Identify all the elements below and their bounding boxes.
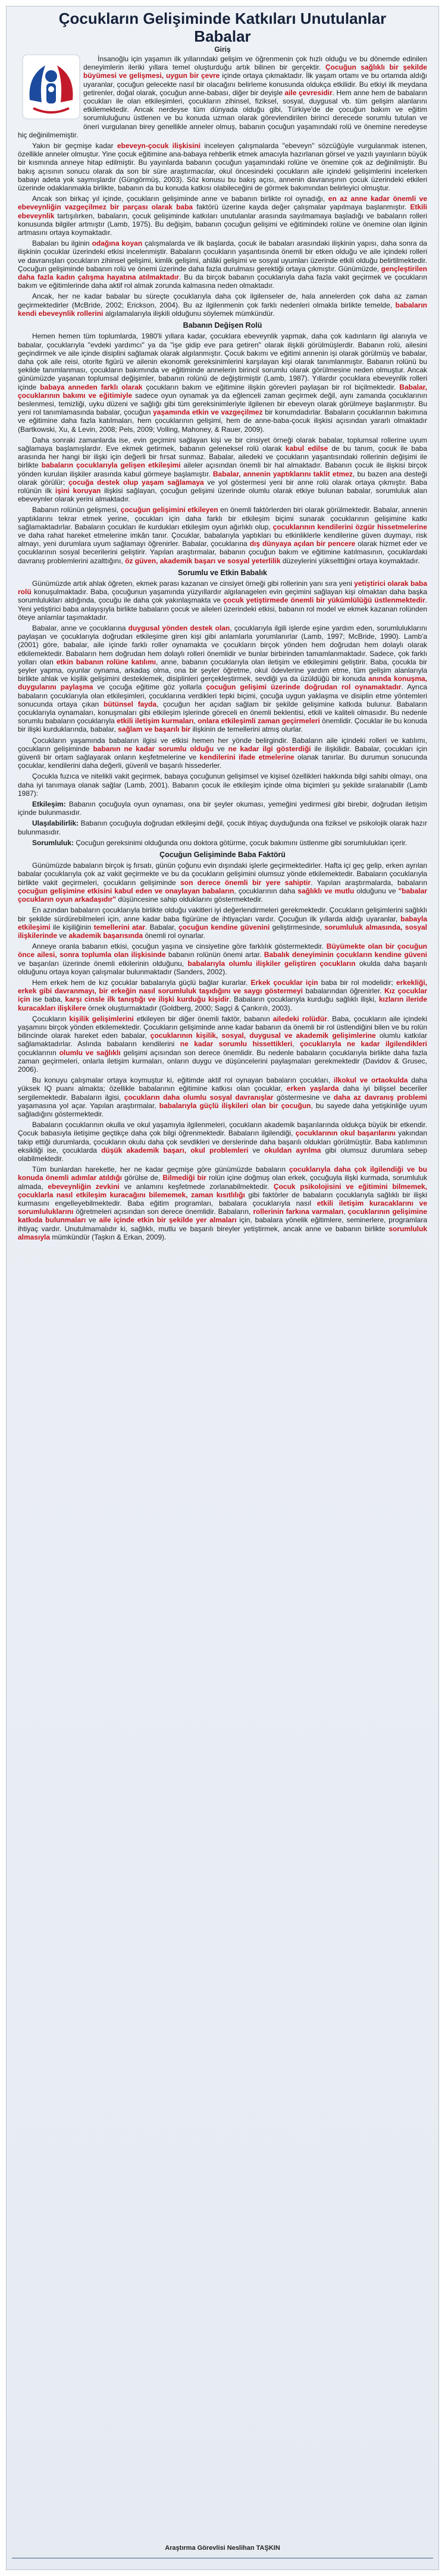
body-paragraph [18, 292, 427, 318]
text-run: okulda daha başarılı olduğunu ortaya koyan çalışmalar bulunmaktadır (Sanders, 2002). [18, 959, 427, 976]
text-run: çalışmalarda ve ilk başlarda, çocuk ile babaları arasındaki ilişkinin yapısı, daha sonra da ilişkinin çocuklar üzerindeki etkisi incelenmiştir. Babaların çocukların yaşantısında önemli bir etken olduğu ve aile içindeki rolleri ve davranışları çocukların zihinsel gelişimi, kimlik gelişimi, ahlâki gelişimi ve sosyal uyumları üzerinde etkili olduğu belirtilmektedir. Çocuğun gelişiminde babanın rolü ve önemi üzerinde daha fazla durulması gerektiği ortaya çıkmıştır. Günümüzde, [18, 239, 427, 273]
text-run: Anneye oranla babanın etkisi, çocuğun yaşına ve cinsiyetine göre farklılık göstermektedir. [32, 942, 327, 951]
text-run: Ancak son birkaç yıl içinde, çocukların gelişiminde anne ve babanın birlikte rol oynadığı, [32, 194, 328, 203]
highlighted-text: babalarıyla güçlü ilişkileri olan bir çocuğun [159, 1101, 311, 1110]
term-label: Ulaşılabilirlik: [32, 819, 79, 828]
text-run: , bu bazen ana desteği olarak görülür; [18, 469, 427, 487]
text-run: konuşulmaktadır. Baba, çocuğunun yaşamında yüzyıllardır algılanagelen evin geçimini sağlayan kişi olmaktan daha başka sorumlulukları aldığında, çocuğu ile daha çok yakınlaşmakta ve [18, 588, 427, 605]
text-run: görülse de, [122, 1174, 163, 1182]
text-run: . Yeni yetiştirici baba anlayışıyla birlikte babaların çocuk ve aileleri üzerindeki etkisi, babanın rol model ve ekmek kazanan rolünden öteye anlamlar taşımaktadır. [18, 596, 427, 622]
text-run: ilişkinin de temellerini atmış olurlar. [190, 725, 303, 734]
text-run: en önemli faktörlerden biri olarak görülmektedir. Babalar, annenin yaptıklarını tekrar etmek yerine, çocukları için daha farklı bir etkileşim biçimi sunarak çocuklarının gelişimine katkı sağlamaktadırlar. Babaların çocukları ile kurdukları etkileşim oyun ağırlıklı olup, [18, 506, 427, 531]
text-run: daha yüksek IQ puanı almakta; özellikle babalarının eğitimine katkısı olan çocuklar, [18, 1076, 427, 1093]
highlighted-text: bütünsel fayda [103, 699, 157, 708]
text-run: Çocuğun gereksinimi olduğunda onu doktora götürme, çocuk bakımını üstlenme gibi sorumlulukları içerir. [74, 838, 408, 847]
highlighted-text: Babalar, annenin yaptıklarını taklit etmez [212, 469, 353, 478]
section-heading: Sorumlu ve Etkin Babalık [177, 568, 268, 577]
text-run: ise baba, [30, 995, 65, 1004]
highlighted-text: çocuklarıyla ne kadar ilgilendikleri [300, 1040, 428, 1049]
highlighted-text: ne kadar sorumlu hissettikleri [180, 1040, 293, 1049]
highlighted-text: işini koruyan [55, 486, 101, 495]
text-run: Babanın çocuğuyla oyun oynaması, ona bir şeyler okuması, yemeğini yedirmesi gibi birebir, doğrudan iletişim içinde bulunmasıdır. [18, 800, 427, 817]
text-run: Tüm bunlardan hareketle, her ne kadar geçmişe göre günümüzde babaların [32, 1165, 290, 1174]
text-run: , [292, 1040, 300, 1049]
highlighted-text: duygusal yönden destek olan [128, 624, 230, 632]
highlighted-text: çocuklarının okul başarılarını [295, 1129, 396, 1138]
body-paragraph [18, 978, 427, 1012]
text-run: baba bir rol modelidir; [318, 978, 396, 987]
highlighted-text: babaların kendi ebeveynlik rollerini [18, 300, 427, 318]
text-run: algılamalarıyla ilişkili olduğunu söylemek mümkündür. [103, 309, 275, 318]
text-run: Yakın bir geçmişe kadar [32, 142, 117, 150]
text-run: Babaları bu ilginin [32, 239, 92, 248]
highlighted-text: etkili iletişim kuracaklarını ve sorumluluklarını [18, 1199, 427, 1216]
text-run: örnek oluşturmaktadır (Goldberg, 2000; Sagçi & Çankırılı, 2003). [86, 1003, 292, 1012]
text-run: içinde ortaya çıkmaktadır. İlk yaşam ortamı ve bu ortamda aldığı uyaranlar, çocuğun gelecekte nasıl bir olacağını belirleme konusunda oldukça etkilidir. Bu etkiyi ilk meydana getirenler, doğal olarak, çocuğun anne-babası, diğer bir deyişle [83, 71, 427, 97]
text-run: , bu sayede daha yetişkinliğe uyum sağladığını göstermektedir. [18, 1101, 427, 1118]
text-run: . Yapılan araştırmalarda, babaların [311, 878, 427, 887]
highlighted-text: ailedeki rolüdür [272, 1014, 327, 1023]
highlighted-text: aile çevresidir [284, 88, 333, 97]
text-run: sadece oyun oynamak ya da eğlenceli zaman geçirmek değil, aynı zamanda çocuklarının beslenmesi, temizliği, uyku düzeni ve sağlığı gibi tüm gereksinimleriyle ilgilenen bir ebeveyn olarak görülmeye başlanmıştır. Bu yeni rol tanımlamasında babalar, çocuğun [18, 391, 428, 417]
highlighted-text: babanın ne kadar sorumlu olduğu [93, 744, 214, 753]
highlighted-text: "babalar çocukların oyun arkadaşıdır" [18, 886, 427, 904]
body-paragraph [18, 1015, 427, 1074]
highlighted-text: gençleştirilen daha fazla kadın çalışma hayatına atılmaktadır [18, 264, 427, 282]
body-paragraph [18, 579, 427, 622]
text-run: gelişimi açısından son derece önemlidir. Bu nedenle babaların çocuklarıyla birlikte daha fazla zaman geçirmeleri, onlarla iletişim kurmaları, onların duygu ve düşüncelerini paylaşmaları gerekmektedir (Davidov & Grusec, 2006). [18, 1048, 427, 1074]
highlighted-text: ebeveyn-çocuk ilişkisini [117, 142, 201, 150]
text-run: ile kişiliğinin [50, 923, 94, 931]
highlighted-text: anında konuşma, duygularını paylaşma [18, 674, 427, 692]
highlighted-text: ne kadar ilgi gösterdiği [228, 744, 311, 753]
text-run: , [343, 1207, 348, 1216]
body-paragraph [18, 942, 427, 976]
highlighted-text: sağlam ve başarılı bir [118, 725, 191, 734]
highlighted-text: çocuğa destek olup yaşam sağlamaya [68, 478, 204, 487]
highlighted-text: Erkek çocuklar için [250, 978, 318, 987]
highlighted-text: okuldan ayrılma [264, 1146, 321, 1154]
text-run: de bu tanım, çocuk ile baba arasında her hangi bir ilişki için değerli bir fırsat sunmaz. Babalar, ailedeki ve çocukların yaşantısındaki rollerinin değişimi ile birlikte [18, 444, 427, 470]
text-run: Babalar, anne ve çocuklarına [32, 624, 129, 632]
highlighted-text: Babalar, çocuklarının bakımı ve eğitimiyle [18, 382, 427, 400]
body-paragraph [18, 1121, 427, 1163]
highlighted-text: son derece önemli bir yere sahiptir [180, 878, 311, 887]
text-run: yaşamasına yol açar. Yapılan araştırmalar, [18, 1101, 159, 1110]
highlighted-text: sorumluluk almasında, sosyal ilişkilerinde [18, 923, 428, 940]
highlighted-text: yetiştirici olarak baba rolü [18, 579, 427, 597]
text-run: önemli rol oynarlar. [143, 931, 205, 940]
text-run: ve çocuğa eğitime göz yollarla [93, 683, 206, 692]
text-run: Daha sonraki zamanlarda ise, evin geçimini sağlayan kişi ve bir cinsiyet örneği olarak babalar, toplumsal rollerine uyum sağlamaya başlamışlardır. Eve ekmek getirmek, babanın geleneksel rolü olarak [18, 435, 427, 453]
text-run: Çocukların yaşamında babaların ilgisi ve etkisi hemen her yönde belirgindir. Babaların aile içindeki rolleri ve katılımı, çocukların gelişiminde [18, 736, 427, 753]
text-run: , çocuklarının daha [234, 886, 298, 895]
highlighted-text: olumlu ve sağlıklı [59, 1048, 121, 1057]
text-run: En azından babaların çocuklarıyla birlikte olduğu vakitleri iyi değerlendirmeleri gerekmektedir. Çocukların gelişimlerini sağlıklı bir şekilde sürdürebilmeleri için, anne kadar baba figürüne de ihtiyaçları vardır. Çocuğun ilk yıllarda aldığı uyaranlar, [18, 906, 427, 923]
article-body [18, 55, 427, 1244]
highlighted-text: çocuğun gelişimi üzerinde doğrudan rol oynamaktadır [206, 683, 402, 692]
highlighted-text: temellerini atar [93, 923, 146, 931]
text-run: , çocuklarıyla ilgili işlerde eşine yardım eden, sorumluluklarını paylaşan ve çocuklarıyla doğrudan etkileşime giren kişi gibi anlamlarla yorumlanırlar (Lamb, 1997; McBride, 1990). Lamb'a (2001) göre, babalar, aile içinde farklı roller oynamakta ve çocukların birçok yönden hem doğrudan hem dolaylı olarak etkilemektedir. Babaların hem doğrudan hem dolaylı rolleri önemlidir ve bunlar birbirinden tamamlanmaktadır. Sadece, çok farklı yolları olan [18, 624, 427, 666]
highlighted-text: erkekliği, erkek gibi davranmayı, bir erkeğin nasıl sorumluluk taşıdığını ve saygı göstermeyi [18, 978, 427, 996]
highlighted-text: en az anne kadar önemli ve ebeveynliğin vazgeçilmez bir parçası olarak baba [18, 194, 427, 212]
highlighted-text: Çocuk psikolojisini ve eğitimini bilmemek, çocuklarla nasıl etkileşim kuracağını bilememek, zaman kısıtlılığı [18, 1182, 428, 1199]
text-run: daha iyi bilişsel beceriler sergilemektedir. Babaların ilgisi, [18, 1084, 428, 1102]
text-run: . Ayrıca babaların çocuklarıyla olan etkileşimleri, çocuklarına verdikleri tepki biçimi, çocuğa uygun yaklaşma ve disiplin etme yöntemleri sonucunda ortaya çıkan [18, 683, 427, 708]
highlighted-text: Bilmediği bir [162, 1174, 206, 1182]
highlighted-text: sağlıklı ve mutlu [297, 886, 355, 895]
text-run: ve [214, 744, 228, 753]
highlighted-text: öz güven, akademik başarı ve sosyal yeterlilik [125, 556, 281, 565]
text-run: Çocukla fuzıca ve nitelikli vakit geçirmek, babaya çocuğunun gelişimsel ve kişisel özellikleri hakkında bilgi sahibi olmayı, ona daha iyi tanımaya olanak sağlar (Lamb, 2001). Babanın çocuk ile etkileşim içinde olma biçimleri şu şekilde sıralanabilir (Lamb 1987): [18, 772, 427, 798]
highlighted-text: çocuğun gelişimine etkisini kabul eden ve onaylayan babaların [18, 886, 234, 895]
text-run: Ancak, her ne kadar babalar bu süreçte çocuklarıyla daha çok ilgilenseler de, hala annelerden çok daha az zaman geçirmektedirler (McBride, 2002; Erickson, 2004). Bu az ilgilenmenin çok farklı nedenleri olmakla birlikte temelde, [18, 292, 427, 309]
section-heading: Çocuğun Gelişiminde Baba Faktörü [159, 851, 286, 859]
text-run: ve [248, 1146, 265, 1154]
text-run: ile ilişkilidir. Babalar, çocukları için güvenli bir ortam sağlayarak onların keşfetmelerine ve [18, 744, 428, 762]
highlighted-text: babayla etkileşimi [18, 914, 427, 931]
text-run: , çocuğun her açıdan sağlam bir şekilde gelişimine katkıda bulunur. Babaların çocuklarıyla oynamaları, konuşmaları gibi etkileşim işlerinde göreceli en önemli beklentisi, etkili ve kaliteli olmasıdır. Bu nedenle sorumlu babaların çocuklarıyla [18, 699, 427, 726]
highlighted-text: dış dünyaya açılan bir pencere [249, 539, 356, 548]
highlighted-text: kişilik gelişimlerini [69, 1014, 134, 1023]
text-run: . Baba, çocukların aile içindeki yaşamını birçok yönden etkilemektedir. Çocukların gelişiminde anne kadar babanın da önemli bir rol üstlendiğini bilen ve bu rolün bilincinde olarak hareket eden babalar, [18, 1014, 428, 1040]
highlighted-text: kendilerini ifade etmelerine [199, 753, 294, 762]
text-run: göstermesine ve [273, 1093, 334, 1102]
body-paragraph [18, 906, 427, 940]
highlighted-text: Babalık deneyiminin çocukların kendine güveni [264, 950, 428, 959]
text-run: Babanın rolünün gelişmesi, [32, 506, 121, 514]
highlighted-text: yaşamında etkin ve vazgeçilmez [153, 408, 263, 417]
text-run: İnsanoğlu için yaşamın ilk yıllarındaki gelişim ve öğrenmenin çok hızlı olduğu ve bu dönemde edinilen deneyimlerin ileriki yıllara temel oluşturduğu artık bilinen bir gerçektir. [83, 55, 427, 72]
highlighted-text: etkin babanın rolüne katılımı [56, 657, 156, 666]
author-footer: Araştırma Görevlisi Neslihan TAŞKIN [165, 2544, 280, 2552]
text-run: Günümüzde babaların birçok iş fırsatı, günün çoğunu evin dışındaki işlerle geçirmektedirler. Hafta içi geç gelip, erken ayrılan babalar çocuklarıyla çok az vakit geçirmekte ve bu da çocukların gelişimini olumsuz yönde etkilemektedir. Babaların çocuklarıyla birlikte vakit geçirmeleri, çocukların gelişiminde [18, 861, 427, 887]
highlighted-text: babaya anneden farklı olarak [40, 382, 143, 391]
body-paragraph [18, 839, 427, 847]
highlighted-text: ilkokul ve ortaokulda [333, 1076, 408, 1085]
text-run: Babaların çocuklarının okulla ve okul yaşamıyla ilgilenmeleri, çocukların akademik başarılarında oldukça büyük bir etkendir. Çocuk babasıyla iletişime geçtikçe daha çok bilgi öğrenmektedir. Babaların ilgilendiği, [18, 1121, 427, 1138]
body-paragraph [18, 239, 427, 290]
text-run: rolün içine doğmuş olan erkek, çocuğuyla ilişki kurmada, sorumluluk almada, [18, 1174, 427, 1191]
body-paragraph [18, 819, 427, 836]
text-run: olanak tanırlar. Bu durumun sonucunda çocuklar, kendilerini daha değerli, güvenli ve başarılı hissederler. [18, 753, 428, 770]
text-run: tartışılırken, babaların, çocuk gelişiminde katkıları unutulanlar arasında sayılmamaya başladığı ve babaların rolleri konusunda bilgiler artmıştır (Lamb, 1975). Bu değişim, babanın çocuğun gelişimi ve eğitimindeki rolüne ve önemine olan ilginin artmasını ortaya koymaktadır. [18, 211, 427, 237]
highlighted-text: daha az davranış problemi [333, 1093, 428, 1102]
highlighted-text: Kız çocuklar için [18, 987, 427, 1004]
text-run: , anne, babanın çocuklarıyla olan iletişim ve etkileşimini geliştirir. Baba, çocukla bir şeyler yapma, oyunlar oynama, arkadaş olma, ona bir şeyler öğretme, okul ödevlerine yardım etme, tüm gelişim alanlarıyla birlikte ahlak ve kişilik gelişimini desteklemek, disiplinleri gerçekleştirmek, sevdiği ya da üzüldüğü bir konuda [18, 657, 428, 683]
highlighted-text: odağına koyan [92, 239, 143, 248]
highlighted-text: çocuklarının kişilik, sosyal, duygusal ve akademik gelişimlerine [150, 1031, 376, 1040]
body-paragraph [18, 772, 427, 798]
body-paragraph [18, 624, 427, 734]
text-run: ve başarıları üzerinde önemli etkilerinin olduğunu, [18, 959, 188, 968]
highlighted-text: rollerinin farkına varmaları [253, 1207, 344, 1216]
body-paragraph [18, 736, 427, 770]
text-run: . Hem anne hem de babaların çocukları ile olan etkileşimleri, çocukların zihinsel, fiziksel, sosyal, duygusal vb. tüm gelişim alanlarını etkilemektedir. Ancak nerdeyse tüm dünyada olduğu gibi, Türkiye'de de çocuğun bakım ve eğitim sorumluluğunu üstlenen ve bu konuda uzman olarak görevlendirilen birinci derecede sorumlu tutulan ve öneri vurgulanan birey genellikle anneler olmuş, babanın çocuğun yaşamındaki rolü ve önemine neredeyse hiç değinilmemiştir. [18, 88, 428, 139]
text-run: faktörü üzerine kayda değer çalışmalar yapılmaya başlanmıştır. [193, 203, 410, 212]
text-run: yakından takip ettiği durumlarda, çocukların okulu daha çok sevdikleri ve derslerinde daha başarılı oldukları görülmüştür. Baba katılımının eksikliği ise, çocuklarda [18, 1129, 427, 1154]
highlighted-text: erken yaşlarda [286, 1084, 339, 1093]
highlighted-text: akademik başarısında [68, 931, 143, 940]
section-heading: Babanın Değişen Rolü [183, 321, 262, 330]
page-title [12, 10, 433, 45]
text-run: babalarından öğrenirler. [303, 987, 385, 996]
text-run: etkileyen bir diğer önemli faktör, babanın [133, 1014, 273, 1023]
highlighted-text: düşük akademik başarı, okul problemleri [101, 1146, 249, 1154]
highlighted-text: onlara etkileşimli zaman geçirmeleri [198, 717, 320, 726]
text-run: düzeylerini yükselttiğini ortaya koymaktadır. [280, 556, 420, 565]
text-run: ve yol göstermesi yeni bir anne rolü olarak ortaya çıkmıştır. Baba rolünün ilk [18, 478, 427, 495]
text-run: ve [86, 1216, 99, 1225]
text-run: babanın rolünün önemi artar. [165, 950, 264, 959]
text-run: çocukların bakım ve eğitimine ilişkin görevleri paylaşan bir rol biçilmektedir. [142, 382, 400, 391]
highlighted-text: aile içinde etkin bir şekilde yer almaları [99, 1216, 237, 1225]
body-paragraph [18, 1165, 427, 1241]
body-paragraph [18, 332, 427, 433]
text-run: ilişkisi sağlayan, çocuğun gelişimi üzerinde olumlu olarak etkiye bulunan babalar, sorumluluk alan ebeveynler olarak yerini almaktadır. [18, 486, 427, 504]
highlighted-text: çocuklarının kendilerini özgür hissetmelerine [272, 522, 427, 531]
text-run: Çocukların [32, 1014, 70, 1023]
text-run: düşüncesine sahip olduklarını göstermektedir. [116, 895, 263, 904]
highlighted-text: Çocuğun sağlıklı bir şekilde büyümesi ve gelişmesi, uygun bir çevre [83, 63, 427, 80]
text-run: . Babaların çocuklarıyla kurduğu sağlıklı ilişki, [229, 995, 379, 1004]
text-run: . Bu da birçok babanın çocuklarıyla daha fazla vakit geçirmek ve çocukların bakım ve eğitimlerinde daha aktif rol almak zorunda kalmasına neden olmaktadır. [18, 273, 428, 290]
text-run: , [193, 717, 198, 726]
title-line-2: Babalar [194, 27, 251, 45]
text-run: olduğunu ve [354, 886, 399, 895]
text-run: ve anlamını keşfetmede zorlanabilmektedir. [119, 1182, 274, 1191]
intro-heading: Giriş [214, 45, 231, 54]
text-run: Hem erkek hem de kız çocuklar babalarıyla güçlü bağlar kurarlar. [32, 978, 251, 987]
highlighted-text: kızların ileride kuracakları ilişkilere [18, 995, 427, 1012]
text-run: Bu konuyu çalışmalar ortaya koymuştur ki, eğitimde aktif rol oynayan babaların çocukları, [32, 1076, 334, 1085]
title-line-1: Çocukların Gelişiminde Katkıları Unutulanlar [58, 10, 387, 27]
text-run: Hemen hemen tüm toplumlarda, 1980'li yıllara kadar, çocuklara ebeveynlik yapmak, daha çok kadınların ilgi alanıyla ve babalar, çocuklarıyla "evdeki yardımcı" ya da "işe gidip eve para getiren" olarak ilişkili görülmüşlerdir. Babanın rolü, ailesini geçindirmek ve aile içinde disiplini sağlamak olarak algılanmıştır. Çocuk bakımı ve eğitimi annenin işi olarak görülmüş ve babalar, daha çok aile reisi, otorite figürü ve ailenin ekonomik gereksinimlerini karşılayan kişi olarak tanımlanmıştır. Babanın rolünü bu şekilde tanımlanması, çocukların bakımında ve eğitiminde annelerin birincil sorumlu olarak görülmesine neden olmuştur. Ancak günümüzde yaşanan toplumsal değişimler, babanın rolünü de değiştirmiştir (Lamb, 1987). Yıllardır çocuklara ebeveynlik rolleri içinde [18, 332, 427, 391]
text-run: gibi olumsuz durumlara sebep olabilmektedir. [18, 1146, 427, 1163]
text-run: olumlu katkılar sağlamaktadırlar. Aslında babaların kendilerini [18, 1031, 428, 1049]
highlighted-text: karşı cinsle ilk tanıştığı ve ilişki kurduğu kişidir [65, 995, 230, 1004]
text-run: Günümüzde artık ahlak öğreten, ekmek parası kazanan ve cinsiyet örneği gibi rollerinin yanı sıra yeni [32, 579, 355, 588]
body-paragraph [18, 436, 427, 504]
text-run: Babanın çocuğuyla doğrudan etkileşimi değil, çocuk ihtiyaç duyduğunda ona fiziksel ve psikolojik olarak hazır bulunmasıdır. [18, 819, 427, 836]
text-run: inceleyen çalışmalarda "ebeveyn" sözcüğüyle vurgulanmak istenen, özellikle anneler olmuştur. Yine çocuk eğitimine ana-babaya rehberlik etmek amacıyla hazırlanan görsel ve yazılı yayınların büyük bir kısmında anneye hitap edilmiştir. Bu yayınlarda babanın çocuğun yaşamındaki rolüne ve önemine çok az değinilmiştir. Bu bakış açısının sonucu olarak da son bir süre araştırmacılar, okul öncesindeki çocukların aile içindeki gelişimlerini incelerken babayı adeta yok saymışlardır (Güngörmüş, 2003). Söz konusu bu bakış açısı, annenin davranışının çocuk üzerindeki etkileri üzerinde odaklanmakla birlikte, babanın da bu konuda katkısı olabileceğini de görmek bakımından belirleyici olmuştur. [18, 142, 427, 193]
highlighted-text: çocukların daha olumlu sosyal davranışlar [124, 1093, 274, 1102]
text-run: önemlidir. Çocuklar ile bu konuda bir ilişki kurduklarında, babalar, [18, 717, 428, 734]
text-run: . Babalar, [145, 923, 179, 931]
highlighted-text: çocuğun kendine güvenini [178, 923, 270, 931]
highlighted-text: çocuklarıyla daha çok ilgilendiği ve bu konuda önemli adımlar atıldığı [18, 1165, 427, 1182]
text-run: çocuklarının [18, 1048, 59, 1057]
text-run: öğretmeleri açısından son derece önemlidir. Babaların, [73, 1207, 253, 1216]
highlighted-text: babalarıyla olumlu ilişkiler geliştiren çocukların [187, 959, 356, 968]
text-run: geliştirmesinde, [269, 923, 325, 931]
highlighted-text: ebeveynliğin zevkini [48, 1182, 120, 1191]
text-run: için, babalara yönelik eğitimlere, seminerlere, programlara ihtiyaç vardır. Unutulmamalıdır ki, sağlıklı, mutlu ve başarılı bireyler yetiştirmek, ancak anne ve babanın birlikte [18, 1216, 428, 1233]
highlighted-text: kabul edilse [285, 444, 328, 453]
highlighted-text: çocuğun gelişimini etkileyen [120, 506, 218, 514]
text-run: mümkündür (Taşkın & Erkan, 2009). [50, 1232, 167, 1241]
body-paragraph [18, 1076, 427, 1118]
body-paragraph [18, 194, 427, 237]
body-paragraph [18, 506, 427, 564]
body-paragraph [18, 142, 427, 192]
footer-divider [12, 2558, 433, 2559]
highlighted-text: Etkili ebeveynlik [18, 203, 427, 220]
highlighted-text: sorumluluk almasıyla [18, 1224, 427, 1241]
text-run: gibi faktörler de babaların çocuklarıyla sağlıklı bir ilişki kurmasını engelleyebilmektedir. Baba eğitim programları, babalara çocuklarıyla nasıl [18, 1190, 427, 1207]
term-label: Sorumluluk: [32, 838, 74, 847]
logo-spacer [18, 55, 83, 125]
body-paragraph [18, 861, 427, 903]
text-run: ve [57, 931, 69, 940]
highlighted-text: Büyümekte olan bir çocuğun önce ailesi, sonra toplumla olan ilişkisinde [18, 942, 427, 959]
text-run: olarak hizmet eder ve çocuklarının sosyal becerilerini geliştirir. Yapılan araştırmalar, babanın çocuğun bakım ve eğitimine katılmasının, çocuklardaki davranış problemlerini azalttığını, [18, 539, 427, 565]
highlighted-text: etkili iletişim kurmaları [117, 717, 194, 726]
highlighted-text: çocuk yetiştirmede önemli bir yükümlülüğü üstlenmektedir [223, 596, 425, 605]
body-paragraph [18, 800, 427, 817]
text-run: ve daha rahat hareket etmelerine imkân tanır. Çocuklar, babalarıyla yaptıkları bu etkinliklerle kendilerine güven duymayı, risk almayı, yeni durumlara uyum sağlamayı öğrenirler. Babalar, çocuklarına [18, 531, 427, 548]
text-run: bir konumdadırlar. Babaların çocuklarının bakımına ve eğitimine daha fazla katılmaları, hem çocuklarının gelişimi, hem de anne-baba-çocuk ilişkisi açısından yararlı olmaktadır (Bartkowski, Xu, & Levin, 2008; Pels, 2009; Volling, Mahoney, & Rauer, 2009). [18, 408, 428, 434]
text-run: aileler açısından önemli bir hal almaktadır. Babanın çocuk ile ilişkisi birçok yönden kurulan ilişkiler arasında kabul görmeye başlamıştır. [18, 461, 428, 478]
term-label: Etkileşim: [32, 800, 66, 809]
highlighted-text: babaların çocuklarıyla gelişen etkileşimi [41, 461, 181, 470]
highlighted-text: çocuklarının gelişimine katkıda bulunmaları [18, 1207, 428, 1225]
